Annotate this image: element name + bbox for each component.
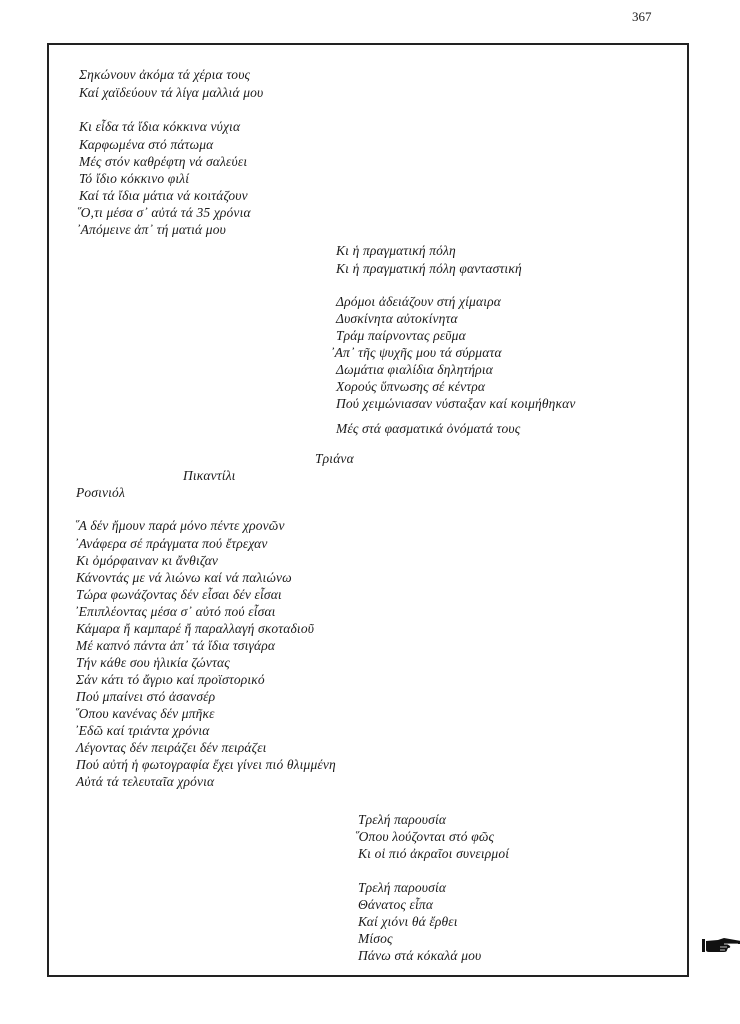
poem-line: Μές στόν καθρέφτη νά σαλεύει [79,154,248,169]
pointing-hand-icon [700,935,740,955]
poem-line: Τώρα φωνάζοντας δέν εἶσαι δέν εἶσαι [76,587,282,602]
poem-line: ᾽Εδῶ καί τριάντα χρόνια [74,723,210,738]
poem-line: ῞Οπου λούζονται στό φῶς [354,829,495,844]
poem-line: Λέγοντας δέν πειράζει δέν πειράζει [76,740,267,755]
poem-line: Κι ἡ πραγματική πόλη [336,243,456,258]
place-name: Πικαντίλι [183,468,236,483]
poem-line: ῞Α δέν ἤμουν παρά μόνο πέντε χρονῶν [74,518,285,533]
poem-line: Καί τά ἴδια μάτια νά κοιτάζουν [79,188,248,203]
poem-line: Κι εἶδα τά ἴδια κόκκινα νύχια [79,119,241,134]
poem-line: Κι ὀμόρφαιναν κι ἄνθιζαν [76,553,219,568]
poem-line: ᾽Απ᾽ τῆς ψυχῆς μου τά σύρματα [330,345,502,360]
poem-line: Κάνοντάς με νά λιώνω καί νά παλιώνω [76,570,292,585]
poem-line: Κάμαρα ἤ καμπαρέ ἤ παραλλαγή σκοταδιοῦ [76,621,315,636]
poem-line: ᾽Επιπλέοντας μέσα σ᾽ αὐτό πού εἶσαι [74,604,276,619]
poem-line: ῞Οπου κανένας δέν μπῆκε [74,706,215,721]
poem-line: Μές στά φασματικά ὀνόματά τους [336,421,521,436]
poem-line: Θάνατος εἶπα [358,897,434,912]
poem-line: Καί χιόνι θά ἔρθει [358,914,458,929]
poem-line: ῞Ο,τι μέσα σ᾽ αὐτά τά 35 χρόνια [76,205,251,220]
poem-line: Τό ἴδιο κόκκινο φιλί [79,171,190,186]
poem-line: Κι οἱ πιό ἀκραῖοι συνειρμοί [358,846,510,861]
poem-line: Κι ἡ πραγματική πόλη φανταστική [336,261,522,276]
poem-line: Πού χειμώνιασαν νύσταξαν καί κοιμήθηκαν [336,396,576,411]
poem-line: Τρελή παρουσία [358,880,447,895]
poem-line: Δωμάτια φιαλίδια δηλητήρια [336,362,494,377]
poem-line: Δρόμοι ἀδειάζουν στή χίμαιρα [336,294,501,309]
place-name: Τριάνα [315,451,354,466]
poem-line: Σηκώνουν ἀκόμα τά χέρια τους [79,67,251,82]
poem-line: Καρφωμένα στό πάτωμα [79,137,214,152]
poem-line: Καί χαϊδεύουν τά λίγα μαλλιά μου [79,85,264,100]
poem-line: Τρελή παρουσία [358,812,447,827]
poem-line: Μέ καπνό πάντα ἀπ᾽ τά ἴδια τσιγάρα [76,638,276,653]
place-name: Ροσινιόλ [76,485,125,500]
page-number: 367 [632,9,652,24]
poem-line: Αὐτά τά τελευταῖα χρόνια [76,774,215,789]
poem-line: Μίσος [358,931,393,946]
poem-line: Τράμ παίρνοντας ρεῦμα [336,328,466,343]
poem-line: Δυσκίνητα αὐτοκίνητα [336,311,458,326]
poem-line: Σάν κάτι τό ἄγριο καί προϊστορικό [76,672,265,687]
poem-line: ᾽Απόμεινε ἀπ᾽ τή ματιά μου [76,222,226,237]
poem-line: ᾽Ανάφερα σέ πράγματα πού ἔτρεχαν [74,536,268,551]
poem-line: Πάνω στά κόκαλά μου [358,948,482,963]
poem-line: Πού μπαίνει στό ἀσανσέρ [76,689,216,704]
poem-line: Πού αὐτή ἡ φωτογραφία ἔχει γίνει πιό θλιμμένη [76,757,336,772]
poem-line: Χορούς ὕπνωσης σέ κέντρα [336,379,486,394]
poem-line: Τήν κάθε σου ἡλικία ζώντας [76,655,230,670]
